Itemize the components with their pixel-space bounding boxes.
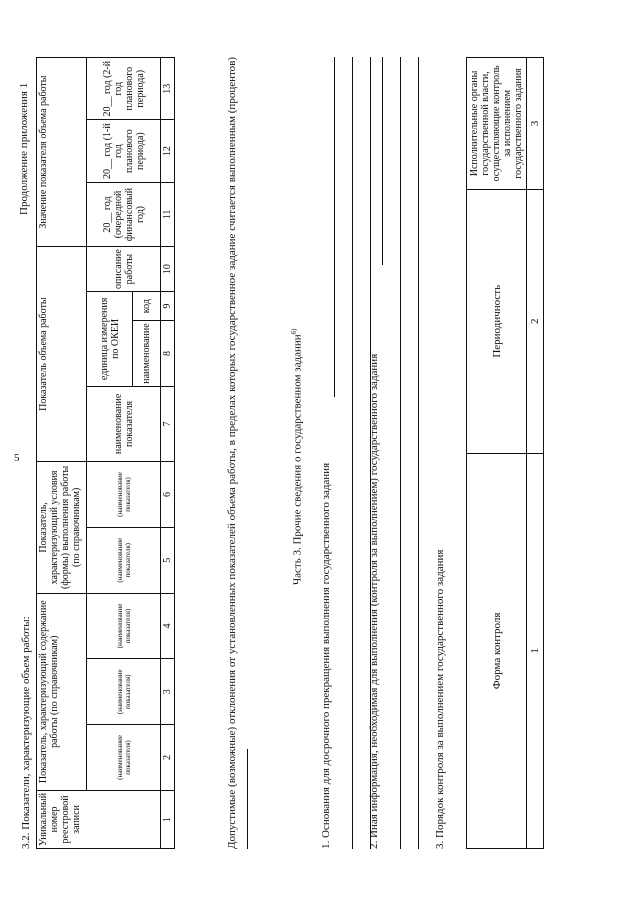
column-number: 6: [161, 462, 175, 528]
control-header-form: Форма контроля: [467, 453, 527, 848]
column-number: 13: [161, 58, 175, 120]
section-3-2-title: 3.2. Показатели, характеризующие объем работы:: [20, 616, 32, 849]
unit-name-header: наименование: [133, 321, 161, 386]
item-2-label: 2. Иная информация, необходимая для выполнения (контроля за выполнением) государственного задания: [368, 353, 380, 849]
column-number: 4: [161, 593, 175, 659]
column-number: 2: [161, 725, 175, 791]
indicator-name-cell: (наименование показателя): [87, 593, 161, 659]
control-header-authorities: Исполнительные органы государственной власти, осуществляющие контроль за исполнением государственного задания: [467, 58, 527, 190]
deviation-text-content: Допустимые (возможные) отклонения от установленных показателей объема работы, в пределах которых государственное задание считается выполненным (процентов): [226, 57, 238, 849]
description-header: описание работы: [87, 247, 161, 292]
column-number: 1: [161, 790, 175, 848]
column-number: 12: [161, 120, 175, 182]
item-3-label: 3. Порядок контроля за выполнением государственного задания: [434, 549, 446, 849]
item-2-line-3: [418, 57, 419, 849]
header-conditions-group: Показатель, характеризующий условия (формы) выполнения работы (по справочникам): [37, 462, 87, 594]
unit-code-header: код: [133, 292, 161, 321]
item-1-line-2: [352, 57, 353, 849]
control-column-number: 1: [527, 453, 544, 848]
control-header-periodicity: Периодичность: [467, 189, 527, 453]
column-number: 11: [161, 182, 175, 246]
indicator-name-cell: (наименование показателя): [87, 659, 161, 725]
indicator-name-cell: (наименование показателя): [87, 527, 161, 593]
column-number: 7: [161, 386, 175, 461]
column-number: 10: [161, 247, 175, 292]
control-column-number: 3: [527, 58, 544, 190]
indicator-name-cell: (наименование показателя): [87, 725, 161, 791]
part3-footnote: 6): [290, 328, 298, 335]
volume-name-header: наименование показателя: [87, 386, 161, 461]
column-number: 8: [161, 321, 175, 386]
deviation-blank-line: [247, 749, 248, 849]
rotated-page: [0, 5, 640, 905]
work-volume-table: [36, 57, 175, 849]
part3-title-text: Часть 3. Прочие сведения о государственном задании: [291, 334, 304, 585]
column-number: 3: [161, 659, 175, 725]
unit-okei-header: единица измерения по ОКЕИ: [87, 292, 133, 387]
year-3-header: 20__ год (2-й год планового периода): [87, 58, 161, 120]
part3-title: [288, 329, 305, 585]
header-volume-group: Показатель объема работы: [37, 247, 87, 462]
item-1-label: 1. Основания для досрочного прекращения выполнения государственного задания: [320, 462, 332, 849]
control-table: [466, 57, 544, 849]
header-value-group: Значение показателя объема работы: [37, 58, 87, 247]
control-column-number: 2: [527, 189, 544, 453]
column-number: 5: [161, 527, 175, 593]
year-2-header: 20__ год (1-й год планового периода): [87, 120, 161, 182]
page-number: 5: [14, 452, 20, 464]
annex-continuation: Продолжение приложения 1: [18, 82, 30, 215]
item-2-fill-line: [382, 57, 383, 265]
header-content-group: Показатель, характеризующий содержание работы (по справочникам): [37, 593, 87, 790]
column-number: 9: [161, 292, 175, 321]
year-1-header: 20__ год (очередной финансовый год): [87, 182, 161, 246]
header-registry: Уникальный номер реестровой записи: [37, 790, 161, 848]
item-1-fill-line: [334, 57, 335, 397]
deviation-text: [226, 57, 252, 849]
indicator-name-cell: (наименование показателя): [87, 462, 161, 528]
item-2-line-2: [400, 57, 401, 849]
